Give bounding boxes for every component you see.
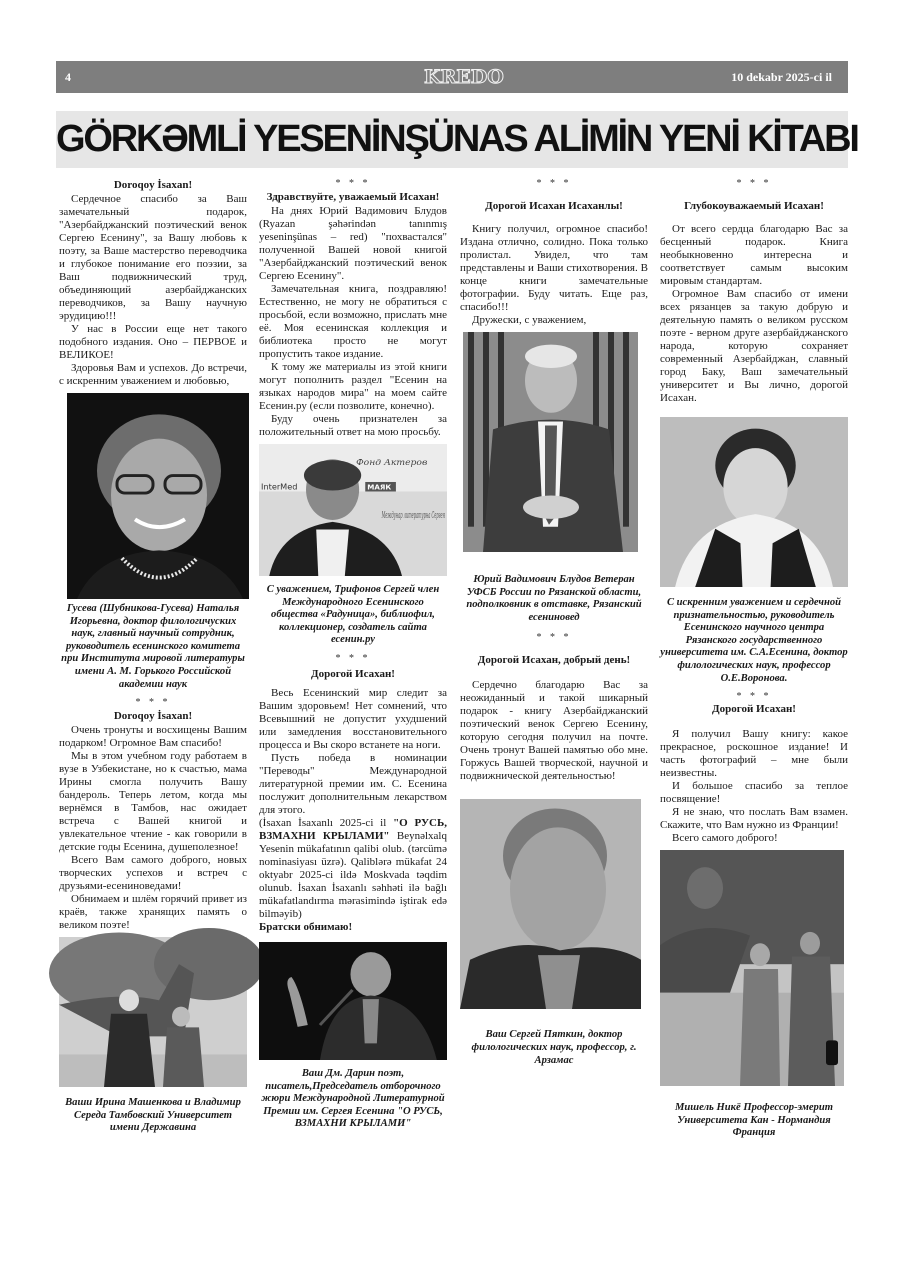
letter-nique: [660, 691, 848, 845]
letter-paragraph: Мы в этом учебном году работаем в вузе в Узбекистане, но к счастью, мама Ирины смогла получить Вашу бандероль. Теперь летом, когда мы вернёмся в Тамбов, нас ожидает встреча с Вашей книгой и увлекательное чтение - как говорили в детские годы Есенина, душеполезное!: [59, 750, 247, 854]
letter-paragraph: Книгу получил, огромное спасибо! Издана отлично, солидно. Пока только пролистал. Увидел, что там представлены и Ваши стихотворения. В конце книги замечательные фотографии. Буду читать. Еще раз, спасибо!!!: [460, 223, 648, 313]
kredo-logo: KREDO: [424, 66, 504, 88]
column-1: [59, 178, 247, 1278]
letter-paragraph: Сердечное спасибо за Ваш замечательный подарок, "Азербайджанский поэтический венок Сергею Есенину", за Вашу любовь к поэту, за Ваше мастерство переводчика и глубокое понимание его поэзии, за Ваш подвижнический труд, объединяющий азербайджанских переводчиков, за Вашу научную эрудицию!!!: [59, 193, 247, 322]
photo-voronova: [660, 417, 848, 587]
letter-voronova: [660, 178, 848, 405]
letter-signature: Ваши Ирина Машенкова и Владимир Середа Тамбовский Университет имени Державина: [65, 1097, 241, 1134]
letter-bludov: [460, 178, 648, 327]
letter-paragraph: К тому же материалы из этой книги могут пополнить раздел "Есенин на языках народов мира" на моем сайте Есенин.ру (если позволите, конечно).: [259, 361, 447, 412]
letter-darin: [259, 653, 447, 934]
letter-paragraph: Сердечно благодарю Вас за неожиданный и такой шикарный подарок - книгу Азербайджанский поэтический венок Сергею Есенину, которую сегодня получил на почте. Очень тронут Вашей памятью обо мне. Горжусь Вашей творческой, научной и подвижнической деятельностью!: [460, 679, 648, 783]
letter-paragraph: Здоровья Вам и успехов. До встречи, с искренним уважением и любовью,: [59, 362, 247, 387]
page-number: 4: [65, 70, 71, 84]
letter-paragraph: Всего Вам самого доброго, новых творческих успехов и встреч с друзьями-есениноведами!: [59, 854, 247, 893]
photo-bludov: [463, 332, 638, 552]
separator: * * *: [335, 652, 371, 664]
banner-fond: Фонд Актеров: [356, 458, 428, 468]
banner-sponsor: InterMed: [261, 482, 298, 492]
column-4: [660, 178, 848, 1278]
letter-paragraph: Дружески, с уважением,: [472, 314, 587, 326]
letter-paragraph: Всего самого доброго!: [672, 832, 778, 845]
letter-paragraph: От всего сердца благодарю Вас за бесценный подарок. Книга необыкновенно интересна и соответствует самым высоким мировым стандартам.: [660, 223, 848, 287]
letter-paragraph: Огромное Вам спасибо от имени всех рязанцев за такую добрую и деятельную память о великом русском поэте - верном друге азербайджанского народа, которую сохраняет современный Азербайджан, славный город Баку, Ваш замечательный университет и Вы лично, дорогой Исахан.: [660, 288, 848, 404]
photo-pyatkin: [460, 799, 641, 1009]
separator: * * *: [335, 178, 371, 189]
letter-greeting: Дорогой Исахан Исаханлы!: [485, 200, 623, 212]
award-note-text: (İsaxan İsaxanlı 2025-ci il: [259, 816, 394, 829]
award-note: [259, 817, 447, 921]
separator: * * *: [736, 691, 772, 703]
letter-greeting: Doroqoy İsaxan!: [113, 179, 193, 191]
letter-paragraph: Весь Есенинский мир следит за Вашим здоровьем! Нет сомнений, что Всевышний не допустит ухудшений или замедления восстановительного процесса и Вы скоро встанете на ноги.: [259, 686, 447, 751]
letter-signature: С искренним уважением и сердечной признательностью, руководитель Есенинского научного центра Рязанского государственного университета им. С.А.Есенина, доктор филологических наук, профессор О.Е.Воронова.: [660, 597, 848, 684]
letter-paragraph: Я получил Вашу книгу: какое прекрасное, роскошное издание! И часть фотографий – мне были неизвестны.: [660, 728, 848, 780]
letter-signature: Юрий Вадимович Блудов Ветеран УФСБ России по Рязанской области, подполковник в отставке, Рязанский есениновед: [466, 574, 642, 623]
banner-mayak: МАЯК: [367, 483, 392, 492]
letter-greeting: Дорогой Исахан!: [712, 703, 796, 716]
letter-paragraph: Я не знаю, что послать Вам взамен. Скажите, что Вам нужно из Франции!: [660, 806, 848, 832]
letter-paragraph: Пусть победа в номинации "Переводы" Международной литературной премии им. С. Есенина послужит дополнительным лекарством для этого.: [259, 751, 447, 816]
letter-greeting: Дорогой Исахан!: [311, 667, 395, 680]
column-3: [460, 178, 648, 1278]
column-2: [259, 178, 447, 1278]
letter-greeting: Doroqoy İsaxan!: [113, 710, 193, 723]
masthead-bar: [56, 61, 848, 93]
letter-signature: С уважением, Трифонов Сергей член Международного Есенинского общества «Радуница», библиофил, коллекционер, создатель сайта есенин.ру: [266, 584, 440, 646]
letter-paragraph: На днях Юрий Вадимович Блудов (Ryazan şəhərindən tanınmış yeseninşünas – red) "похвастался" полученной Вашей новой книгой "Азербайджанский поэтический венок Сергею Есенину".: [259, 205, 447, 282]
letter-gusev: [59, 178, 247, 388]
letter-signature: Ваш Сергей Пяткин, доктор филологических наук, профессор, г. Арзамас: [471, 1029, 637, 1066]
letter-paragraph: Буду очень признателен за положительный ответ на мою просьбу.: [259, 413, 447, 438]
award-note-text: Beynəlxalq Yesenin mükafatının qalibi olub. (tərcümə nominasiyası üzrə). Qaliblərə mükafat 24 oktyabr 2025-ci ildə Moskvada təqdim olunub. İsaxan İsaxanlı səhhəti ilə bağlı mükafatlandırma mərasimində iştirak edə bilməyib): [259, 829, 447, 920]
letter-paragraph: У нас в России еще нет такого подобного издания. Оно – ПЕРВОЕ и ВЕЛИКОЕ!: [59, 323, 247, 361]
letter-greeting: Дорогой Исахан, добрый день!: [477, 654, 631, 667]
issue-date: 10 dekabr 2025-ci il: [731, 70, 832, 84]
letter-paragraph: И большое спасибо за теплое посвящение!: [660, 780, 848, 806]
separator: * * *: [536, 632, 572, 644]
photo-mashenkova-sereda: [59, 937, 247, 1087]
letter-pyatkin: [460, 632, 648, 783]
separator: * * *: [135, 697, 171, 709]
letter-trifonov: [259, 178, 447, 439]
separator: * * *: [536, 178, 572, 189]
photo-gusev: [67, 393, 249, 599]
letter-greeting: Здравствуйте, уважаемый Исахан!: [266, 191, 440, 203]
letter-paragraph: Замечательная книга, поздравляю! Естественно, не могу не обратиться с просьбой, если возможно, прислать мне её. Моя есенинская коллекция и библиотека просто не могут пропустить такое издание.: [259, 283, 447, 360]
letter-greeting: Глубокоуважаемый Исахан!: [684, 200, 824, 212]
letter-closing: Братски обнимаю!: [259, 920, 353, 933]
headline-band: [56, 111, 858, 168]
photo-trifonov: [259, 444, 447, 576]
letter-mashenkova: [59, 697, 247, 932]
page-headline: GÖRKƏMLİ YESENİNŞÜNAS ALİMİN YENİ KİTABI: [56, 118, 858, 160]
separator: * * *: [736, 178, 772, 189]
letter-paragraph: Обнимаем и шлём горячий привет из краёв, также хранящих память о великом поэте!: [59, 893, 247, 932]
letter-signature: Ваш Дм. Дарин поэт, писатель,Председатель отборочного жюри Международной Литературной Премии им. Сергея Есенина "О РУСЬ, ВЗМАХНИ КРЫЛАМИ": [261, 1067, 445, 1130]
banner-text: Междунар литературна Сергея: [381, 510, 445, 521]
photo-nique: [660, 850, 844, 1086]
letter-signature: Мишель Никё Профессор-эмерит Университета Кан - Нормандия Франция: [675, 1102, 833, 1139]
letter-paragraph: Очень тронуты и восхищены Вашим подарком! Огромное Вам спасибо!: [59, 724, 247, 750]
photo-darin: [259, 942, 447, 1060]
award-title: "О РУСЬ, ВЗМАХНИ КРЫЛАМИ": [259, 816, 447, 842]
letter-signature: Гусева (Шубникова-Гусева) Наталья Игорьевна, доктор филологичуских наук, главный научный сотрудник, руководитель есенинского комитета при Института мировой литературы имени А. М. Горького Российской академии наук: [61, 603, 245, 690]
